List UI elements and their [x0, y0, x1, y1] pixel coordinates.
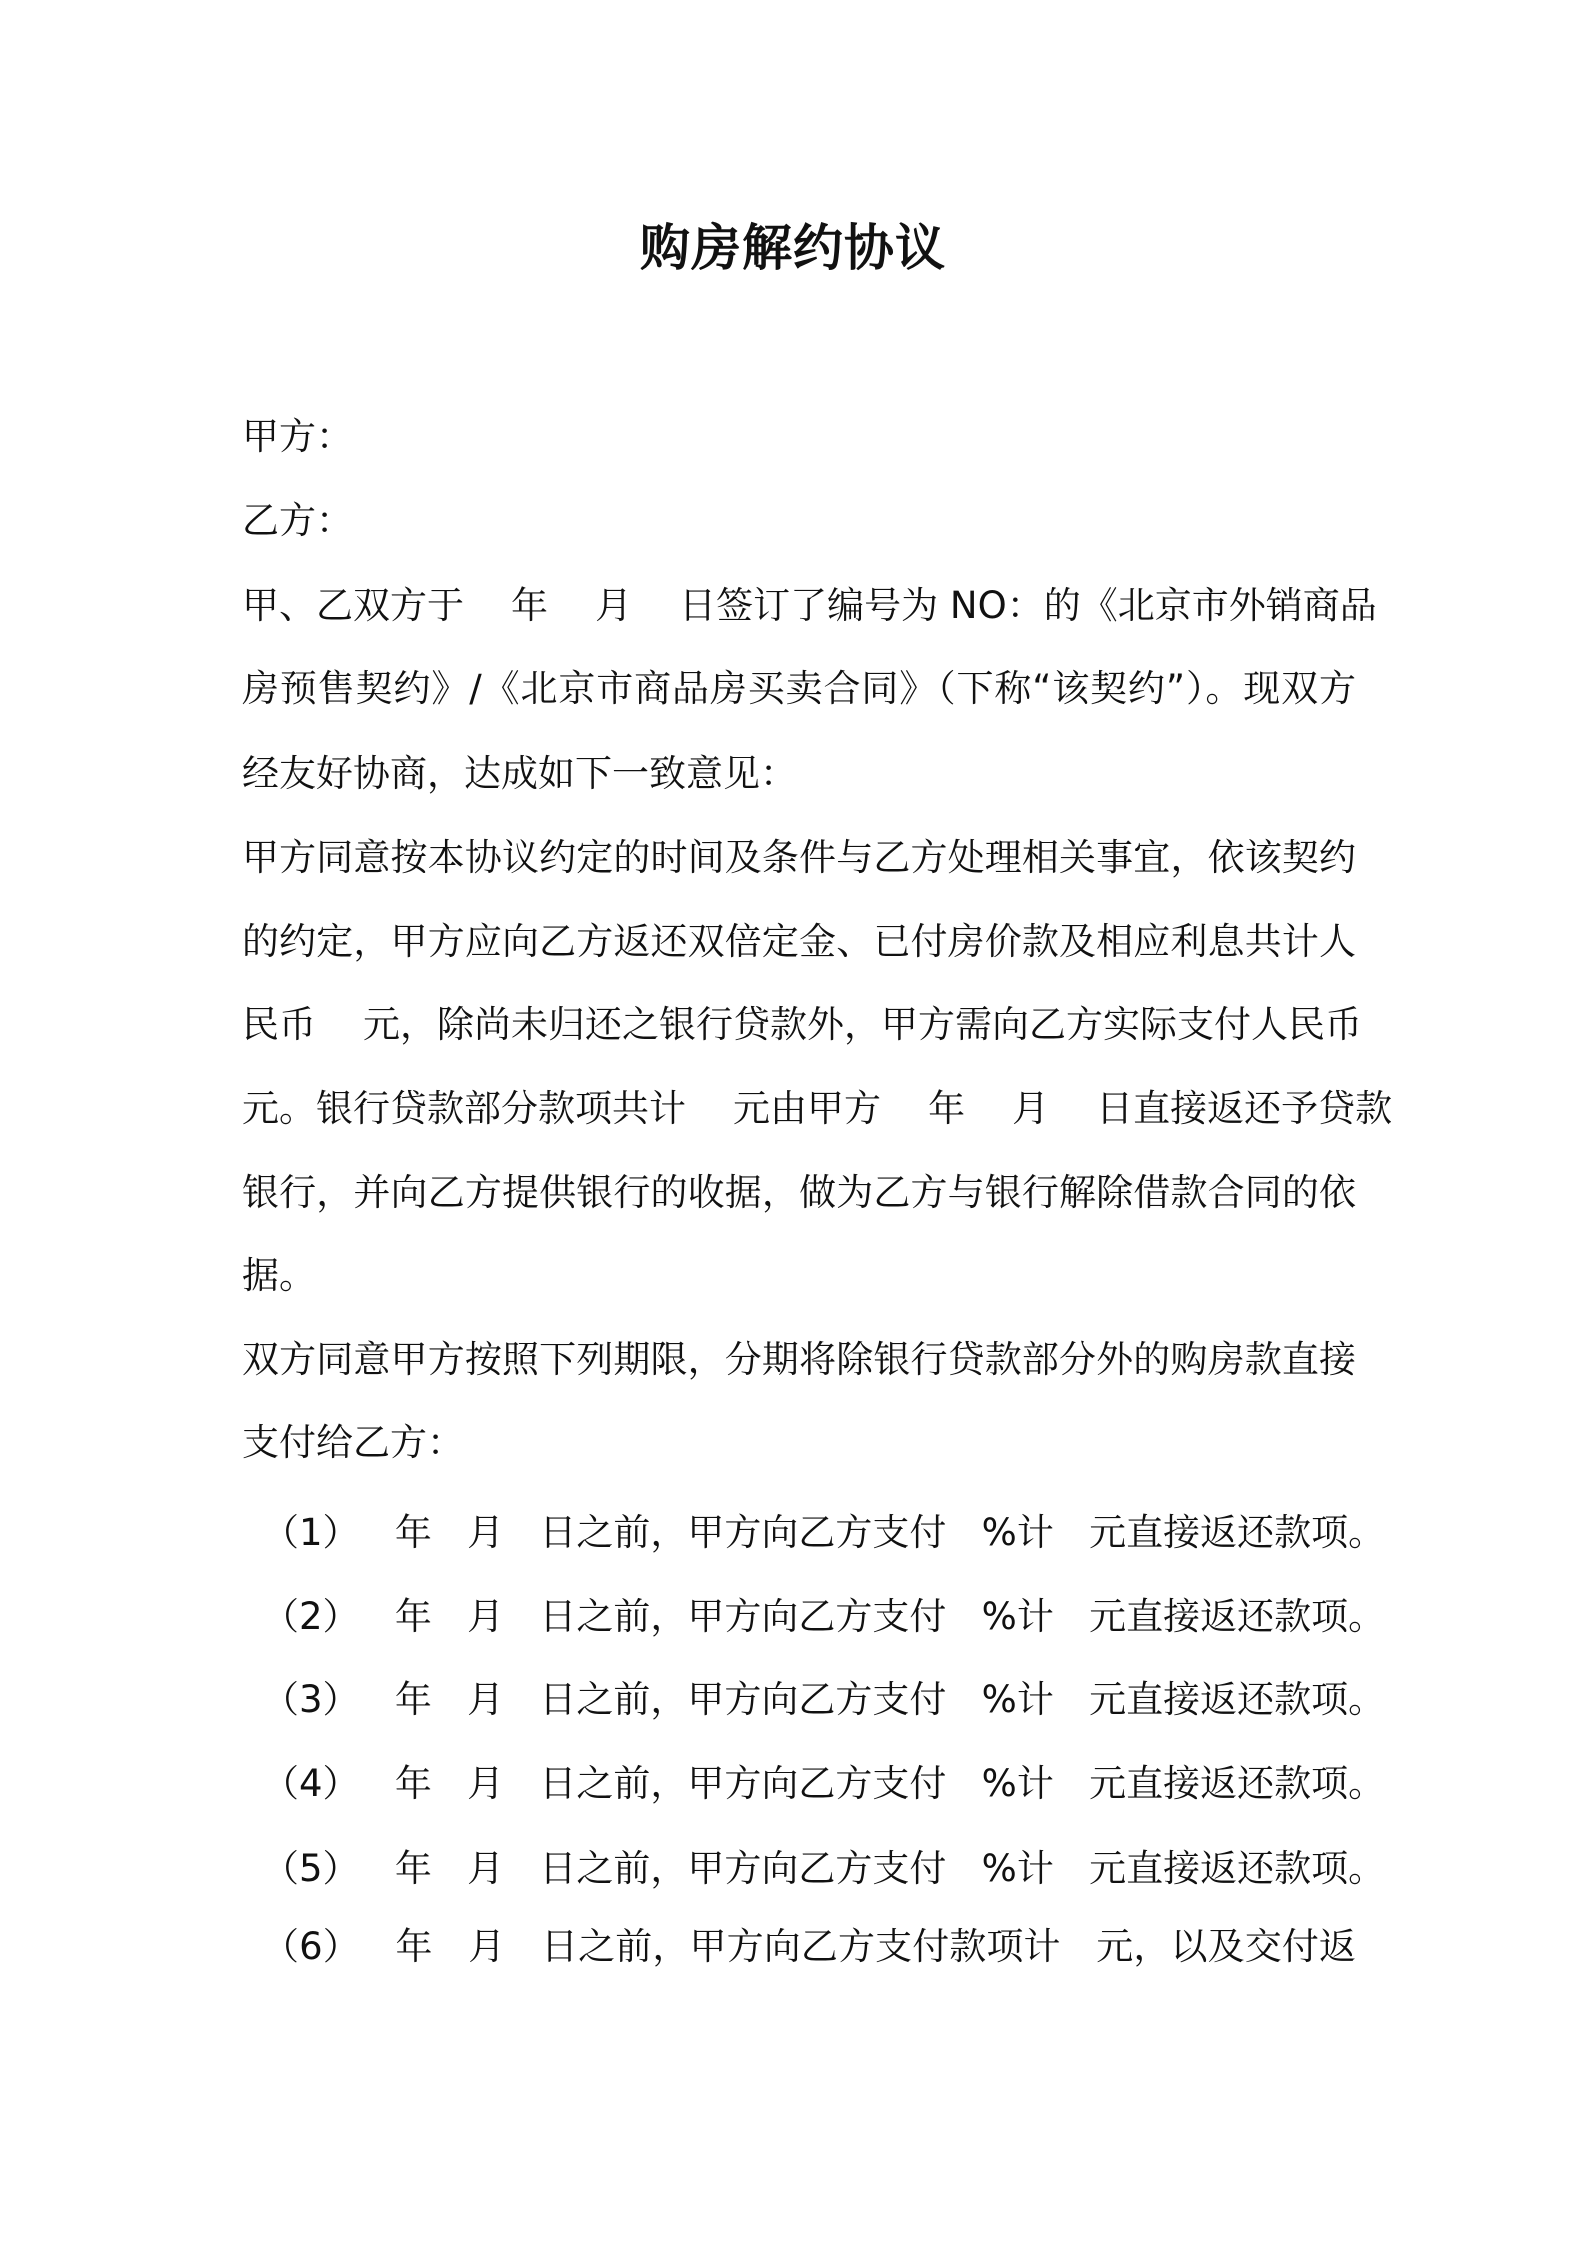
- paragraph-line: 支付给乙方：: [242, 1421, 464, 1464]
- installment-item: （3） 年 月 日之前，甲方向乙方支付 %计 元直接返还款项。: [262, 1678, 1386, 1721]
- party-b-label: 乙方：: [242, 499, 353, 542]
- paragraph-line: 银行，并向乙方提供银行的收据，做为乙方与银行解除借款合同的依: [242, 1171, 1356, 1214]
- paragraph-line: 甲方同意按本协议约定的时间及条件与乙方处理相关事宜，依该契约: [242, 836, 1356, 879]
- party-a-label: 甲方：: [242, 415, 353, 458]
- installment-item: （2） 年 月 日之前，甲方向乙方支付 %计 元直接返还款项。: [262, 1595, 1386, 1638]
- installment-item: （6） 年 月 日之前，甲方向乙方支付款项计 元，以及交付返: [262, 1925, 1356, 1968]
- paragraph-line: 的约定，甲方应向乙方返还双倍定金、已付房价款及相应利息共计人: [242, 920, 1356, 963]
- installment-item: （1） 年 月 日之前，甲方向乙方支付 %计 元直接返还款项。: [262, 1511, 1386, 1554]
- paragraph-line: 甲、乙双方于 年 月 日签订了编号为 NO：的《北京市外销商品: [242, 584, 1377, 627]
- paragraph-line: 民币 元，除尚未归还之银行贷款外，甲方需向乙方实际支付人民币: [242, 1003, 1363, 1046]
- paragraph-line: 双方同意甲方按照下列期限，分期将除银行贷款部分外的购房款直接: [242, 1338, 1356, 1381]
- installment-item: （4） 年 月 日之前，甲方向乙方支付 %计 元直接返还款项。: [262, 1762, 1386, 1805]
- paragraph-line: 据。: [242, 1254, 316, 1297]
- paragraph-line: 元。银行贷款部分款项共计 元由甲方 年 月 日直接返还予贷款: [242, 1087, 1393, 1130]
- paragraph-line: 房预售契约》/《北京市商品房买卖合同》（下称“该契约”）。现双方: [242, 667, 1356, 710]
- paragraph-line: 经友好协商，达成如下一致意见：: [242, 752, 797, 795]
- document-title: 购房解约协议: [640, 219, 946, 277]
- installment-item: （5） 年 月 日之前，甲方向乙方支付 %计 元直接返还款项。: [262, 1847, 1386, 1890]
